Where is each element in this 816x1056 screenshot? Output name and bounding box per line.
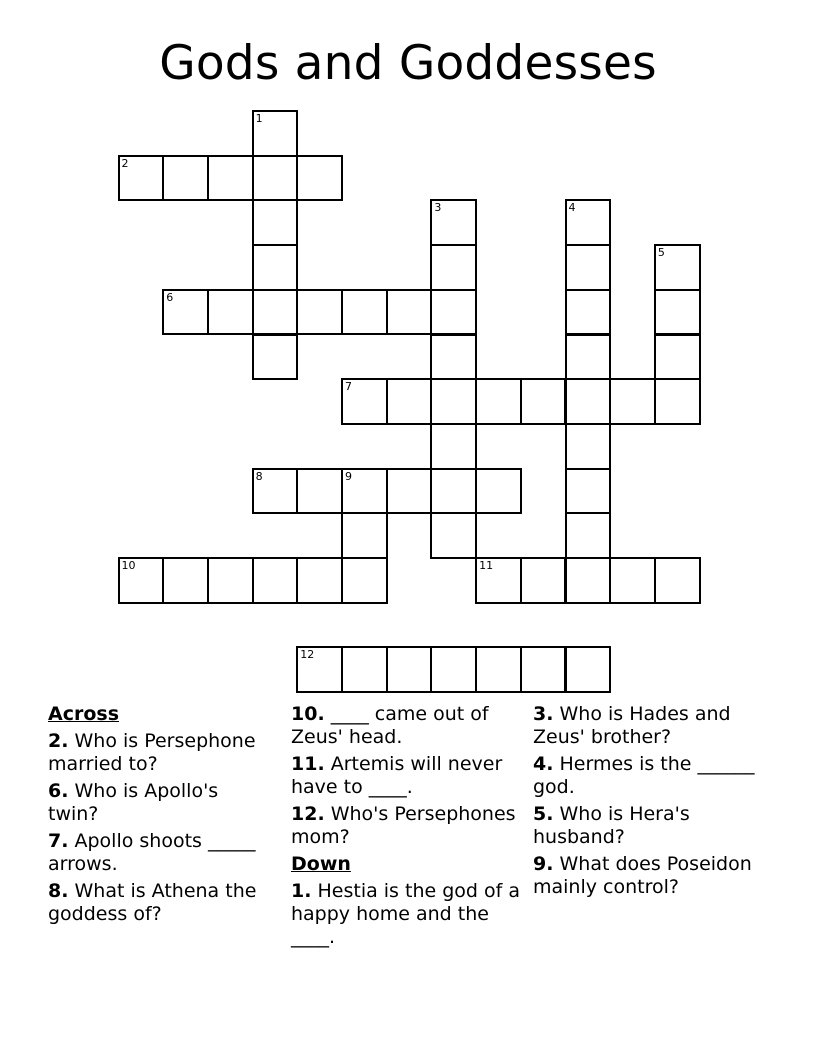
clue-text: ____ came out of Zeus' head. [291, 703, 489, 748]
clue-across-11 [291, 753, 521, 799]
grid-cell[interactable] [386, 378, 433, 425]
clue-number: 9. [533, 853, 554, 875]
clue-text: Who's Persephones mom? [291, 803, 516, 848]
clue-number-label: 11 [479, 559, 494, 572]
clue-text: Hermes is the ______ god. [533, 753, 755, 798]
clue-column-2 [291, 703, 521, 953]
grid-cell[interactable] [386, 468, 433, 515]
grid-cell[interactable] [341, 378, 388, 425]
grid-cell[interactable] [654, 378, 701, 425]
clue-text: Apollo shoots _____ arrows. [48, 830, 256, 875]
grid-cell[interactable] [207, 155, 254, 202]
clue-number-label: 2 [121, 156, 129, 170]
grid-cell[interactable] [520, 378, 567, 425]
grid-cell[interactable] [654, 557, 701, 604]
grid-cell[interactable] [341, 468, 388, 515]
grid-cell[interactable] [565, 289, 612, 336]
clue-number-label: 3 [434, 201, 442, 215]
grid-cell[interactable] [341, 289, 388, 336]
grid-cell[interactable] [430, 423, 477, 470]
clue-text: What is Athena the goddess of? [48, 880, 257, 925]
grid-cell[interactable] [296, 289, 343, 336]
clue-number-label: 1 [255, 112, 263, 125]
clue-across-10 [291, 703, 521, 749]
grid-cell[interactable] [341, 557, 388, 604]
clue-column-1 [48, 703, 273, 930]
clue-number: 8. [48, 880, 69, 902]
grid-cell[interactable] [565, 334, 612, 381]
grid-cell[interactable] [341, 512, 388, 559]
clue-number-label: 10 [121, 559, 136, 572]
grid-cell[interactable] [654, 244, 701, 291]
clue-number-label: 4 [568, 201, 576, 215]
grid-cell[interactable] [609, 378, 656, 425]
clue-number: 5. [533, 803, 554, 825]
grid-cell[interactable] [430, 512, 477, 559]
clue-number: 3. [533, 703, 554, 725]
grid-cell[interactable] [475, 557, 522, 604]
grid-cell[interactable] [430, 468, 477, 515]
clue-number-label: 12 [300, 648, 315, 662]
clue-text: What does Poseidon mainly control? [533, 853, 752, 898]
clue-number: 4. [533, 753, 554, 775]
grid-cell[interactable] [252, 557, 299, 604]
down-heading: Down [291, 853, 351, 875]
grid-cell[interactable] [475, 468, 522, 515]
grid-cell[interactable] [430, 378, 477, 425]
grid-cell[interactable] [565, 557, 612, 604]
clue-number: 6. [48, 780, 69, 802]
clue-across-7 [48, 830, 273, 876]
clue-number: 10. [291, 703, 325, 725]
grid-cell[interactable] [252, 110, 299, 157]
grid-cell[interactable] [565, 423, 612, 470]
grid-cell[interactable] [252, 244, 299, 291]
grid-cell[interactable] [386, 646, 433, 693]
clue-text: Who is Hera's husband? [533, 803, 690, 848]
grid-cell[interactable] [654, 289, 701, 336]
grid-cell[interactable] [430, 289, 477, 336]
grid-cell[interactable] [430, 244, 477, 291]
grid-cell[interactable] [118, 155, 165, 202]
clue-column-3 [533, 703, 773, 903]
grid-cell[interactable] [430, 199, 477, 246]
grid-cell[interactable] [207, 289, 254, 336]
grid-cell[interactable] [162, 557, 209, 604]
across-heading: Across [48, 703, 120, 725]
clue-number-label: 6 [166, 290, 174, 304]
grid-cell[interactable] [252, 468, 299, 515]
grid-cell[interactable] [386, 289, 433, 336]
grid-cell[interactable] [252, 289, 299, 336]
grid-cell[interactable] [296, 155, 343, 202]
grid-cell[interactable] [296, 646, 343, 693]
grid-cell[interactable] [252, 199, 299, 246]
grid-cell[interactable] [341, 646, 388, 693]
grid-cell[interactable] [475, 378, 522, 425]
grid-cell[interactable] [520, 646, 567, 693]
clue-number-label: 5 [657, 246, 665, 260]
clue-across-2 [48, 730, 273, 776]
grid-cell[interactable] [118, 557, 165, 604]
grid-cell[interactable] [565, 468, 612, 515]
grid-cell[interactable] [520, 557, 567, 604]
grid-cell[interactable] [430, 646, 477, 693]
grid-cell[interactable] [162, 289, 209, 336]
grid-cell[interactable] [475, 646, 522, 693]
grid-cell[interactable] [609, 557, 656, 604]
grid-cell[interactable] [162, 155, 209, 202]
puzzle-title: Gods and Goddesses [159, 36, 657, 91]
grid-cell[interactable] [654, 334, 701, 381]
clue-number-label: 8 [255, 469, 263, 483]
clue-number: 11. [291, 753, 325, 775]
grid-cell[interactable] [565, 512, 612, 559]
clue-text: Hestia is the god of a happy home and the ____. [291, 880, 520, 948]
clue-down-5 [533, 803, 773, 849]
grid-cell[interactable] [296, 557, 343, 604]
clue-text: Who is Apollo's twin? [48, 780, 219, 825]
clue-text: Artemis will never have to ____. [291, 753, 503, 798]
grid-cell[interactable] [430, 334, 477, 381]
grid-cell[interactable] [207, 557, 254, 604]
clue-down-1 [291, 880, 521, 949]
clue-number: 2. [48, 730, 69, 752]
clue-number-label: 7 [345, 380, 352, 394]
grid-cell[interactable] [565, 244, 612, 291]
clue-across-8 [48, 880, 273, 926]
grid-cell[interactable] [565, 199, 612, 246]
clue-down-9 [533, 853, 773, 899]
grid-cell[interactable] [252, 334, 299, 381]
clue-text: Who is Persephone married to? [48, 730, 256, 775]
clue-number: 1. [291, 880, 312, 902]
clue-number: 12. [291, 803, 325, 825]
grid-cell[interactable] [565, 378, 612, 425]
grid-cell[interactable] [252, 155, 299, 202]
clue-down-3 [533, 703, 773, 749]
clue-number: 7. [48, 830, 69, 852]
clue-across-6 [48, 780, 273, 826]
grid-cell[interactable] [565, 646, 612, 693]
grid-cell[interactable] [296, 468, 343, 515]
clue-across-12 [291, 803, 521, 849]
clue-down-4 [533, 753, 773, 799]
clue-text: Who is Hades and Zeus' brother? [533, 703, 731, 748]
clue-number-label: 9 [345, 469, 352, 483]
